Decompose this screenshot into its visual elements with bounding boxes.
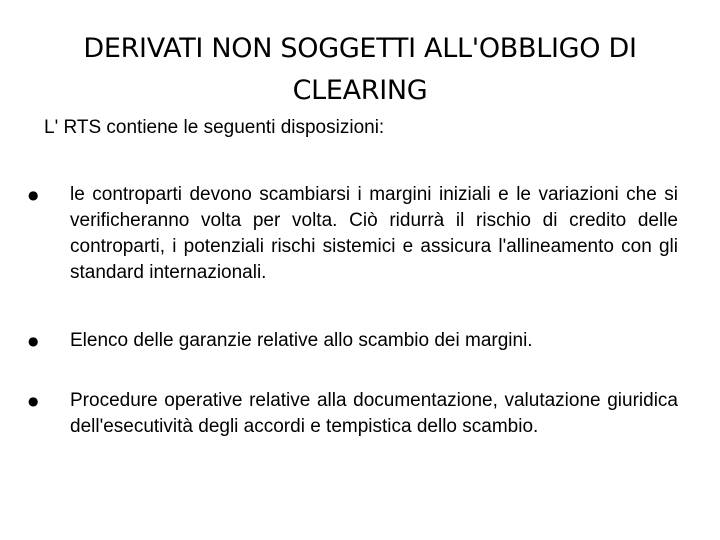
bullet-text-margins: le controparti devono scambiarsi i margini iniziali e le variazioni che si verificheranno volta per volta. Ciò ridurrà il rischio di credito delle controparti, i potenziali rischi sistemici e assicura l'allineamento con gli standard internazionali.	[70, 184, 678, 283]
bullet-dot-icon: ●	[28, 394, 39, 408]
bullet-text-procedures: Procedure operative relative alla documentazione, valutazione giuridica dell'esecutività degli accordi e tempistica dello scambio.	[70, 390, 678, 437]
bullet-text-collateral: Elenco delle garanzie relative allo scambio dei margini.	[70, 330, 533, 351]
slide-title-line-1: DERIVATI NON SOGGETTI ALL'OBBLIGO DI	[83, 33, 637, 64]
slide-title	[40, 28, 680, 112]
bullet-dot-icon: ●	[28, 334, 39, 348]
bullet-item-margins	[28, 182, 678, 286]
slide-title-line-2: CLEARING	[292, 75, 428, 106]
bullet-list	[28, 182, 678, 440]
bullet-item-procedures	[28, 388, 678, 440]
intro-text: L' RTS contiene le seguenti disposizioni:	[44, 117, 385, 138]
bullet-item-collateral	[28, 328, 678, 354]
bullet-dot-icon: ●	[28, 188, 39, 202]
